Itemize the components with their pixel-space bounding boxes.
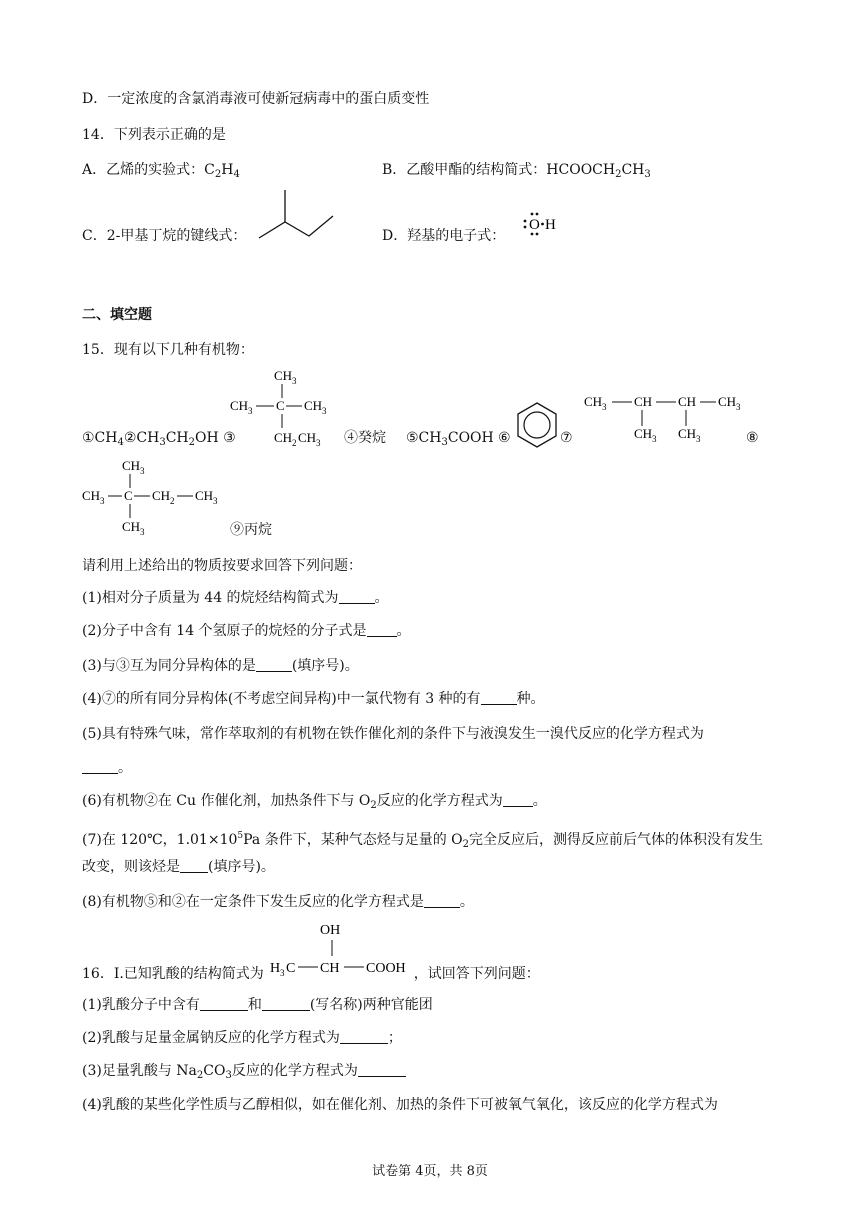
svg-text:CH: CH: [634, 394, 653, 409]
svg-text:CH: CH: [274, 430, 293, 445]
q15-part-6: (6)有机物②在 Cu 作催化剂，加热条件下与 $O_2$反应的化学方程式为 。: [82, 793, 547, 811]
svg-text:COOH: COOH: [366, 961, 406, 976]
svg-text:CH: CH: [122, 519, 141, 534]
answer-blank[interactable]: [424, 893, 460, 908]
hydrogen-atom: H: [545, 217, 556, 233]
svg-text:C: C: [124, 488, 133, 503]
q14-option-c: C．2-甲基丁烷的键线式：: [82, 228, 247, 244]
q15-item-7: ⑦: [560, 430, 573, 446]
answer-blank[interactable]: [503, 792, 533, 807]
compound-3-structure: [228, 364, 338, 450]
svg-text:3: 3: [140, 527, 145, 536]
svg-text:3: 3: [322, 406, 327, 416]
svg-text:3: 3: [652, 434, 657, 444]
svg-text:CH: CH: [584, 394, 603, 409]
lactic-acid-structure: [268, 918, 422, 978]
q14-option-b: B．乙酸甲酯的结构简式：$HCOOCH_2CH_3$: [382, 162, 651, 180]
svg-text:OH: OH: [320, 923, 341, 938]
answer-blank[interactable]: [262, 996, 310, 1011]
answer-blank[interactable]: [82, 759, 118, 774]
q15-part-5: (5)具有特殊气味，常作萃取剂的有机物在铁作催化剂的条件下与液溴发生一溴代反应的化学方程式为: [82, 726, 704, 742]
benzene-ring-icon: [512, 400, 562, 450]
svg-text:3: 3: [140, 466, 145, 476]
answer-blank[interactable]: [200, 996, 248, 1011]
q15-part-8: (8)有机物⑤和②在一定条件下发生反应的化学方程式是 。: [82, 894, 474, 910]
q16-stem: 16．I.已知乳酸的结构简式为 ，试回答下列问题：: [82, 966, 540, 982]
svg-text:2: 2: [292, 438, 297, 448]
svg-text:3: 3: [602, 402, 607, 412]
q15-item-5: $⑤CH_3COOH$: [406, 430, 494, 448]
svg-text:CH: CH: [678, 394, 697, 409]
q15-part-5-answer: 。: [82, 758, 132, 778]
q13-option-d: D．一定浓度的含氯消毒液可使新冠病毒中的蛋白质变性: [82, 91, 430, 107]
svg-text:CH: CH: [718, 394, 737, 409]
answer-blank[interactable]: [256, 657, 292, 672]
answer-blank[interactable]: [367, 622, 397, 637]
svg-text:3: 3: [696, 434, 701, 444]
q15-part-2: (2)分子中含有 14 个氢原子的烷烃的分子式是 。: [82, 623, 411, 639]
svg-text:CH: CH: [320, 961, 340, 976]
q16-part-2: (2)乳酸与足量金属钠反应的化学方程式为 ；: [82, 1030, 402, 1046]
svg-text:3: 3: [316, 438, 321, 448]
svg-text:3: 3: [248, 406, 253, 416]
section-title-fill-blank: 二、填空题: [82, 307, 152, 323]
svg-text:CH: CH: [82, 488, 101, 503]
svg-text:CH: CH: [678, 426, 697, 441]
svg-text:CH: CH: [122, 458, 141, 473]
answer-blank[interactable]: [481, 690, 517, 705]
svg-text:2: 2: [170, 496, 175, 506]
q15-compound-list: $①CH_4②CH_3CH_2OH$ ③: [82, 430, 236, 448]
svg-text:C: C: [276, 398, 285, 413]
q15-item-6: ⑥: [498, 430, 511, 446]
hydroxyl-electron-formula: [520, 210, 564, 238]
q15-part-1: (1)相对分子质量为 44 的烷烃结构简式为 。: [82, 590, 389, 606]
oxygen-atom: O: [529, 217, 540, 233]
answer-blank[interactable]: [180, 858, 208, 873]
q15-item-9: ⑨丙烷: [230, 522, 272, 538]
q14-option-d: D．羟基的电子式：: [382, 228, 506, 244]
svg-text:3: 3: [280, 968, 285, 978]
answer-blank[interactable]: [358, 1062, 406, 1077]
q15-item-4: ④癸烷: [344, 430, 386, 446]
q15-instruction: 请利用上述给出的物质按要求回答下列问题：: [82, 558, 362, 574]
q15-stem: 15．现有以下几种有机物：: [82, 342, 254, 358]
svg-text:C: C: [286, 961, 296, 976]
page-footer: 试卷第 4页，共 8页: [372, 1164, 488, 1179]
q16-part-3: (3)足量乳酸与 $Na_2CO_3$反应的化学方程式为: [82, 1061, 406, 1086]
q14-option-a: A．乙烯的实验式：$C_2H_4$: [82, 162, 240, 180]
svg-text:CH: CH: [634, 426, 653, 441]
svg-text:3: 3: [213, 496, 218, 506]
svg-text:CH: CH: [298, 430, 317, 445]
compound-8-structure: [80, 456, 230, 536]
answer-blank[interactable]: [340, 1029, 388, 1044]
q15-part-7-cont: 改变，则该烃是 (填序号)。: [82, 859, 275, 875]
methylbutane-skeletal-structure: [255, 186, 335, 242]
q15-item-8: ⑧: [746, 430, 759, 446]
compound-7-structure: [582, 388, 744, 446]
svg-text:CH: CH: [195, 488, 214, 503]
q15-part-7: (7)在 120℃，$1.01\times 10^5Pa$ 条件下，某种气态烃与足量的 $O_2$完全反应后，测得反应前后气体的体积没有发生: [82, 831, 764, 850]
svg-text:CH: CH: [230, 398, 249, 413]
q16-part-4: (4)乳酸的某些化学性质与乙醇相似，如在催化剂、加热的条件下可被氧气氧化，该反应的化学方程式为: [82, 1097, 718, 1113]
svg-text:CH: CH: [304, 398, 323, 413]
svg-text:3: 3: [292, 376, 297, 386]
answer-blank[interactable]: [339, 589, 375, 604]
svg-text:H: H: [270, 961, 281, 976]
q15-part-3: (3)与③互为同分异构体的是 (填序号)。: [82, 658, 359, 674]
svg-text:3: 3: [100, 496, 105, 506]
svg-text:CH: CH: [274, 368, 293, 383]
svg-text:3: 3: [736, 402, 741, 412]
q14-stem: 14．下列表示正确的是: [82, 127, 226, 143]
q15-part-4: (4)⑦的所有同分异构体(不考虑空间异构)中一氯代物有 3 种的有 种。: [82, 691, 545, 707]
q16-part-1: (1)乳酸分子中含有 和 (写名称)两种官能团: [82, 997, 433, 1013]
svg-text:CH: CH: [152, 488, 171, 503]
